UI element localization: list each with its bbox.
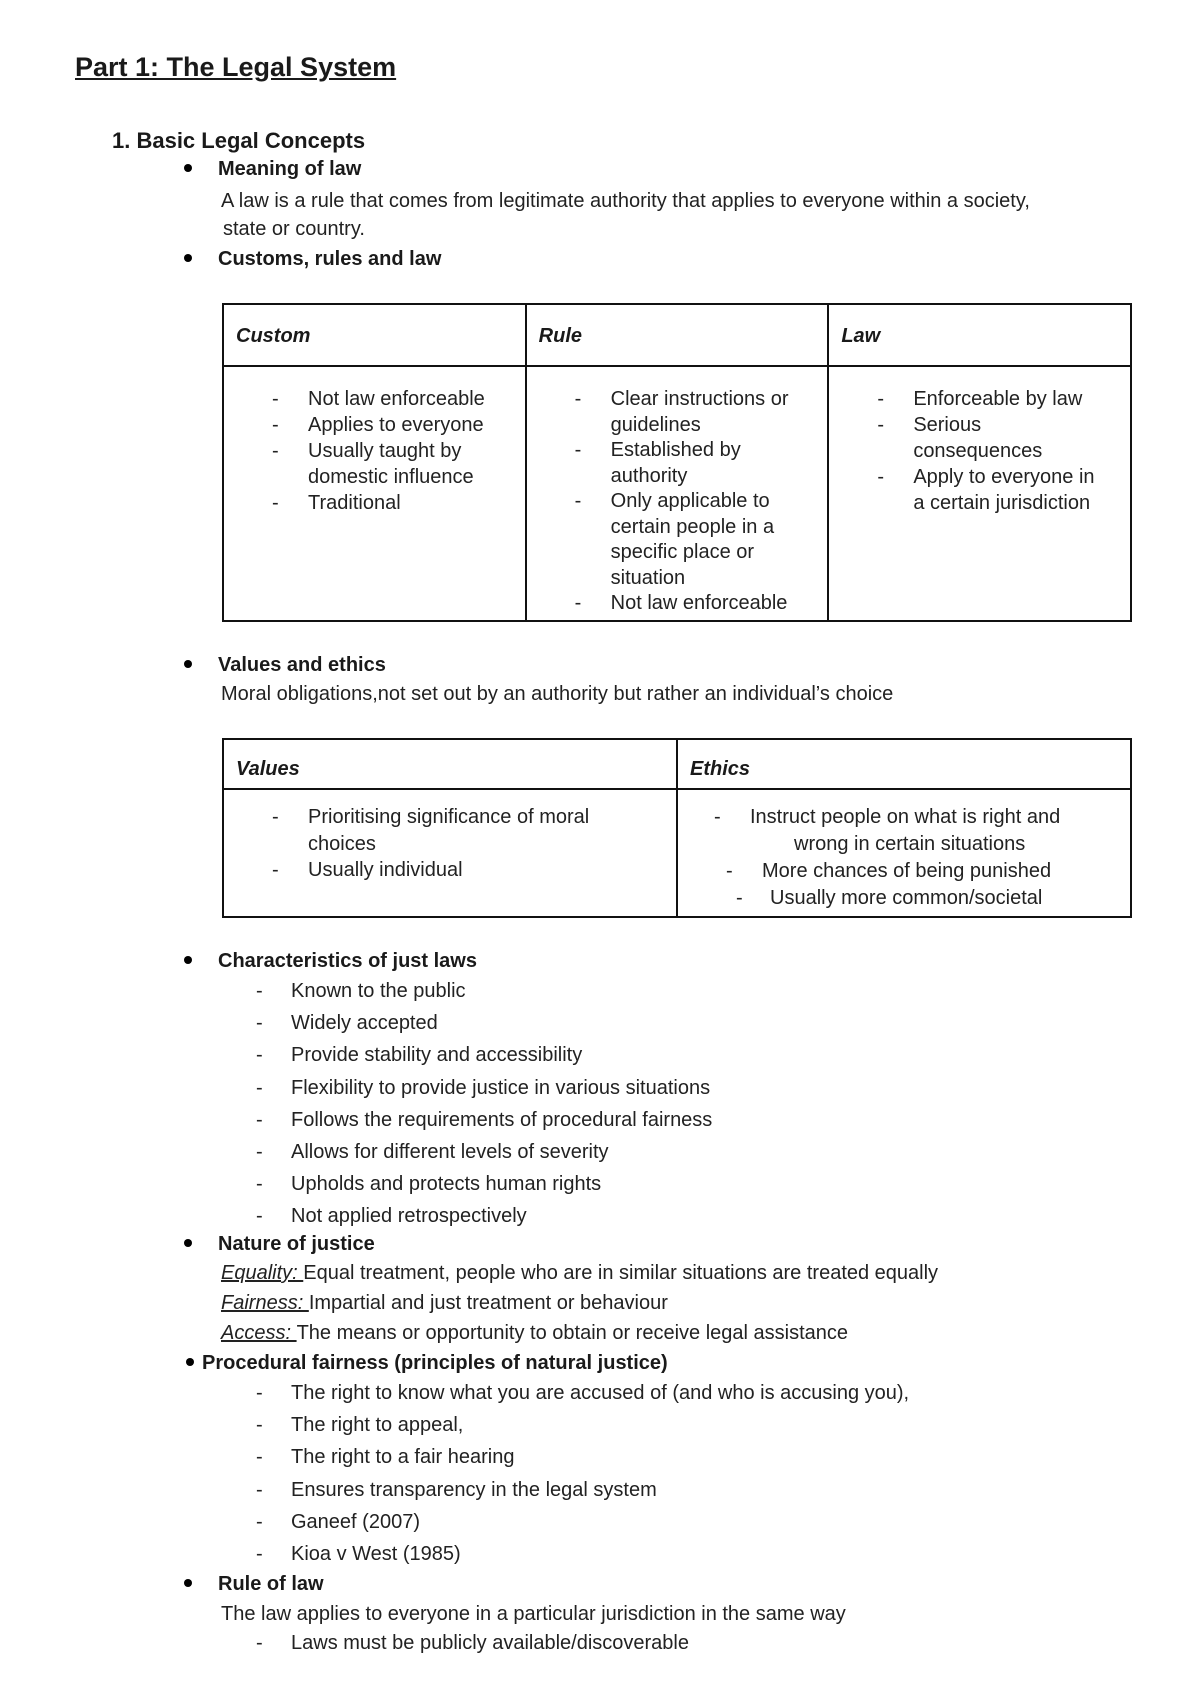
dash-marker: - [256,1044,263,1067]
list-item [256,1543,1156,1569]
bullet-icon [184,1579,192,1587]
list-item [256,1173,1156,1199]
list-item [256,1109,1156,1135]
cell-text: specific place or [610,541,755,563]
dash-marker: - [574,388,582,410]
list-item-text: Widely accepted [291,1012,438,1035]
cell-text: certain people in a [610,515,775,538]
table-header-rule: Rule [526,304,829,366]
list-item-text: Follows the requirements of procedural fairness [291,1108,713,1131]
dash-marker: - [726,860,733,882]
cell-text: situation [610,566,686,589]
list-item-text: Ensures transparency in the legal system [291,1478,657,1501]
dash-marker: - [877,466,884,488]
dash-marker: - [256,1173,263,1196]
dash-marker: - [256,1108,263,1131]
cell-text: Only applicable to [610,490,770,512]
bullet-customs [184,248,441,271]
bullet-heading: Values and ethics [218,654,386,676]
dash-marker: - [256,1205,263,1228]
justice-equality [221,1262,938,1285]
dash-marker: - [272,806,279,828]
dash-marker: - [256,1414,263,1437]
cell-text: Traditional [308,492,401,514]
table-header-ethics: Ethics [677,739,1131,789]
cell-text: Applies to everyone [308,414,484,436]
paragraph: The law applies to everyone in a particular jurisdiction in the same way [221,1603,846,1625]
access-text: The means or opportunity to obtain or receive legal assistance [296,1322,848,1344]
rule-cell [526,366,829,621]
cell-text: Not law enforceable [610,592,788,614]
list-item [256,1205,1156,1231]
table-header-custom: Custom [223,304,526,366]
bullet-icon [184,1239,192,1247]
list-item-text: Not applied retrospectively [291,1205,527,1228]
bullet-icon [184,254,192,262]
cell-text: domestic influence [308,466,474,488]
list-item [256,1382,1156,1408]
dash-marker: - [877,414,884,436]
cell-text: Not law enforceable [308,388,485,410]
dash-marker: - [256,1382,263,1404]
values-table [222,738,1132,918]
dash-marker: - [736,887,743,909]
list-item [256,980,1156,1006]
cell-text: Usually individual [308,859,463,881]
bullet-meaning-of-law [184,158,361,181]
dash-marker: - [256,1632,263,1654]
dash-marker: - [574,439,582,461]
bullet-values-ethics [184,654,386,677]
dash-marker: - [256,980,263,1002]
cell-text: Clear instructions or [610,388,789,410]
cell-text: guidelines [610,413,701,436]
list-item [256,1632,1156,1658]
cell-text: More chances of being punished [762,860,1052,882]
dash-marker: - [272,414,279,436]
bullet-nature-of-justice [184,1233,375,1256]
bullet-icon [184,956,192,964]
cell-text: Established by [610,439,741,461]
list-item [256,1479,1156,1505]
cell-text: choices [308,832,376,855]
dash-marker: - [256,1543,263,1565]
cell-text: consequences [913,440,1043,462]
dash-marker: - [272,440,279,462]
cell-text: Apply to everyone in [913,466,1095,488]
equality-label: Equality: [221,1262,304,1284]
justice-fairness [221,1292,668,1315]
dash-marker: - [256,1478,263,1501]
dash-marker: - [574,592,582,614]
list-item [256,1012,1156,1038]
list-item-text: Flexibility to provide justice in various situations [291,1076,711,1099]
list-item-text: Provide stability and accessibility [291,1044,583,1067]
ethics-cell [677,789,1131,917]
list-item-text: The right to appeal, [291,1414,464,1437]
bullet-icon [184,660,192,668]
bullet-icon [186,1358,194,1366]
list-item [256,1141,1156,1167]
list-item-text: Upholds and protects human rights [291,1173,602,1196]
dash-marker: - [256,1141,263,1163]
paragraph: state or country. [223,218,365,240]
list-item-text: Ganeef (2007) [291,1510,420,1533]
list-item [256,1446,1156,1472]
bullet-heading: Rule of law [218,1573,324,1595]
dash-marker: - [256,1076,263,1099]
justice-access [221,1322,848,1345]
list-item-text: Known to the public [291,980,466,1002]
values-cell [223,789,677,917]
dash-marker: - [574,490,582,512]
custom-cell [223,366,526,621]
cell-text: Prioritising significance of moral [308,806,590,828]
bullet-heading: Meaning of law [218,158,362,180]
bullet-heading: Nature of justice [218,1233,375,1255]
dash-marker: - [256,1012,263,1035]
table-header-values: Values [223,739,677,789]
cell-text: Usually more common/societal [770,887,1043,909]
customs-table [222,303,1132,622]
dash-marker: - [256,1510,263,1533]
bullet-heading: Characteristics of just laws [218,950,477,972]
list-item [256,1414,1156,1440]
dash-marker: - [272,388,279,410]
fairness-text: Impartial and just treatment or behaviour [308,1292,668,1314]
bullet-rule-of-law [184,1573,324,1596]
cell-text: Instruct people on what is right and [750,806,1061,828]
paragraph: Moral obligations,not set out by an authority but rather an individual’s choice [221,683,894,705]
section-heading: 1. Basic Legal Concepts [112,128,366,153]
bullet-heading: Customs, rules and law [218,248,442,270]
cell-text: a certain jurisdiction [913,492,1091,514]
list-item-text: Allows for different levels of severity [291,1141,609,1163]
cell-text: Enforceable by law [913,388,1083,410]
page-title: Part 1: The Legal System [75,52,397,82]
dash-marker: - [256,1446,263,1469]
equality-text: Equal treatment, people who are in similar situations are treated equally [303,1262,939,1284]
fairness-label: Fairness: [221,1292,309,1314]
table-header-law: Law [828,304,1131,366]
list-item-text: The right to know what you are accused of (and who is accusing you), [291,1382,910,1404]
list-item [256,1077,1156,1103]
paragraph: A law is a rule that comes from legitimate authority that applies to everyone within a society, [221,190,1030,212]
dash-marker: - [877,388,884,410]
list-item [256,1511,1156,1537]
dash-marker: - [272,859,279,881]
list-item-text: The right to a fair hearing [291,1446,515,1469]
bullet-heading: Procedural fairness (principles of natural justice) [202,1352,668,1374]
law-cell [828,366,1131,621]
list-item [256,1044,1156,1070]
access-label: Access: [221,1322,297,1344]
bullet-icon [184,164,192,172]
cell-text: wrong in certain situations [794,833,1026,855]
bullet-characteristics [184,950,477,973]
cell-text: authority [610,464,688,487]
bullet-procedural-fairness [186,1352,668,1375]
cell-text: Serious [913,414,982,436]
dash-marker: - [714,806,721,828]
list-item-text: Laws must be publicly available/discoverable [291,1632,689,1654]
cell-text: Usually taught by [308,440,462,462]
list-item-text: Kioa v West (1985) [291,1543,461,1565]
dash-marker: - [272,492,279,514]
